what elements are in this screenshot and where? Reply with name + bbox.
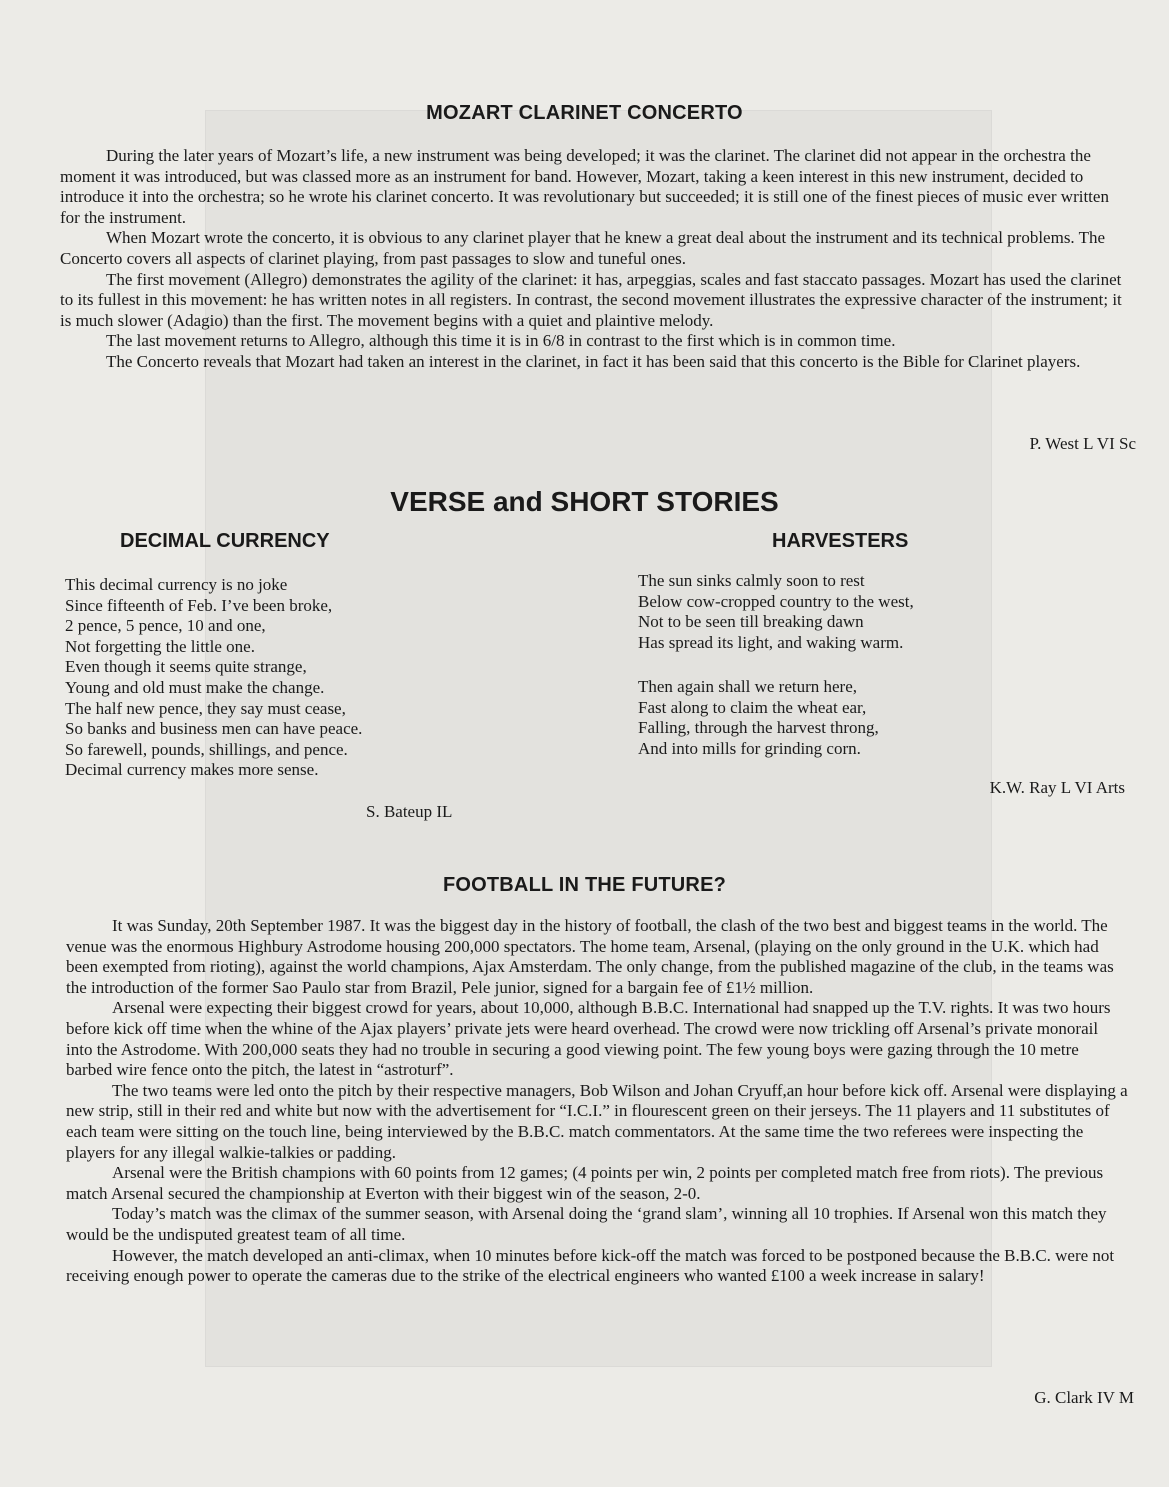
football-paragraph: However, the match developed an anti-climax, when 10 minutes before kick-off the match was forced to be postponed because the B.B.C. were not receiving enough power to operate the cameras due to the strike of the electrical engineers who wanted £100 a week increase in salary! xyxy=(66,1245,1115,1286)
poem-line: Decimal currency makes more sense. xyxy=(65,760,319,780)
poem-line: Fast along to claim the wheat ear, xyxy=(638,697,867,717)
football-article-body xyxy=(66,916,1128,1287)
poem-line: This decimal currency is no joke xyxy=(65,575,288,594)
poem-line: Not to be seen till breaking dawn xyxy=(638,612,864,632)
mozart-paragraph: When Mozart wrote the concerto, it is obvious to any clarinet player that he knew a great deal about the instrument and its technical problems. The Concerto covers all aspects of clarinet playing, from past passages to slow and tuneful ones. xyxy=(60,228,1106,268)
mozart-paragraph: The first movement (Allegro) demonstrates the agility of the clarinet: it has, arpeggias, scales and fast staccato passages. Mozart has used the clarinet to its fullest in this movement: he has written notes in all registers. In contrast, the second movement illustrates the expressive character of the instrument; it is much slower (Adagio) than the first. The movement begins with a quiet and plaintive melody. xyxy=(60,269,1122,330)
poem-line: Then again shall we return here, xyxy=(638,677,858,696)
harvesters-stanza-1 xyxy=(638,571,914,653)
football-title: FOOTBALL IN THE FUTURE? xyxy=(442,874,727,896)
decimal-author: S. Bateup IL xyxy=(366,802,453,821)
football-paragraph: Arsenal were the British champions with 60 points from 12 games; (4 points per win, 2 points per completed match free from riots). The previous match Arsenal secured the championship at Everton with their biggest win of the season, 2-0. xyxy=(66,1163,1104,1203)
football-paragraph: Today’s match was the climax of the summer season, with Arsenal doing the ‘grand slam’, winning all 10 trophies. If Arsenal won this match they would be the undisputed greatest team of all time. xyxy=(66,1204,1107,1244)
harvesters-author: K.W. Ray L VI Arts xyxy=(989,778,1125,797)
decimal-poem xyxy=(65,575,362,781)
decimal-poem-title: DECIMAL CURRENCY xyxy=(120,530,330,552)
poem-line: Below cow-cropped country to the west, xyxy=(638,591,914,611)
poem-line: Young and old must make the change. xyxy=(65,677,325,697)
poem-line: The sun sinks calmly soon to rest xyxy=(638,571,865,590)
mozart-article-body xyxy=(60,146,1130,373)
mozart-paragraph: The last movement returns to Allegro, although this time it is in 6/8 in contrast to the first which is in common time. xyxy=(106,331,896,351)
harvesters-poem-title: HARVESTERS xyxy=(772,530,909,552)
poem-line: Has spread its light, and waking warm. xyxy=(638,632,904,652)
harvesters-stanza-2 xyxy=(638,677,879,759)
section-title: VERSE and SHORT STORIES xyxy=(390,486,779,517)
mozart-title: MOZART CLARINET CONCERTO xyxy=(426,102,743,124)
poem-line: And into mills for grinding corn. xyxy=(638,738,861,758)
mozart-paragraph: The Concerto reveals that Mozart had taken an interest in the clarinet, in fact it has been said that this concerto is the Bible for Clarinet players. xyxy=(106,351,1081,371)
mozart-author: P. West L VI Sc xyxy=(1029,434,1136,453)
poem-line: Falling, through the harvest throng, xyxy=(638,718,879,738)
poem-line: Since fifteenth of Feb. I’ve been broke, xyxy=(65,595,333,615)
poem-line: 2 pence, 5 pence, 10 and one, xyxy=(65,616,266,636)
football-paragraph: Arsenal were expecting their biggest crowd for years, about 10,000, although B.B.C. International had snapped up the T.V. rights. It was two hours before kick off time when the whine of the Ajax players’ private jets were heard overhead. The crowd were now trickling off Arsenal’s private monorail into the Astrodome. With 200,000 seats they had no trouble in securing a good viewing point. The few young boys were gazing through the 10 metre barbed wire fence onto the pitch, the latest in “astroturf”. xyxy=(66,998,1111,1080)
football-paragraph: The two teams were led onto the pitch by their respective managers, Bob Wilson and Johan Cryuff,an hour before kick off. Arsenal were displaying a new strip, still in their red and white but now with the advertisement for “I.C.I.” in flourescent green on their jerseys. The 11 players and 11 substitutes of each team were sitting on the touch line, being interviewed by the B.B.C. match commentators. At the same time the two referees were inspecting the players for any illegal walkie-talkies or padding. xyxy=(66,1080,1128,1162)
mozart-paragraph: During the later years of Mozart’s life, a new instrument was being developed; it was the clarinet. The clarinet did not appear in the orchestra the moment it was introduced, but was classed more as an instrument for band. However, Mozart, taking a keen interest in this new instrument, decided to introduce it into the orchestra; so he wrote his clarinet concerto. It was revolutionary but succeeded; it is still one of the finest pieces of music ever written for the instrument. xyxy=(60,146,1109,227)
poem-line: So banks and business men can have peace. xyxy=(65,719,363,739)
football-author: G. Clark IV M xyxy=(1034,1388,1134,1407)
poem-line: The half new pence, they say must cease, xyxy=(65,698,346,718)
football-paragraph: It was Sunday, 20th September 1987. It was the biggest day in the history of football, the clash of the two best and biggest teams in the world. The venue was the enormous Highbury Astrodome housing 200,000 spectators. The home team, Arsenal, (playing on the only ground in the U.K. which had been exempted from rioting), against the world champions, Ajax Amsterdam. The only change, from the published magazine of the club, in the teams was the introduction of the former Sao Paulo star from Brazil, Pele junior, signed for a bargain fee of £1½ million. xyxy=(66,916,1114,997)
poem-line: Even though it seems quite strange, xyxy=(65,657,307,677)
poem-line: Not forgetting the little one. xyxy=(65,636,255,656)
poem-line: So farewell, pounds, shillings, and pence. xyxy=(65,739,348,759)
